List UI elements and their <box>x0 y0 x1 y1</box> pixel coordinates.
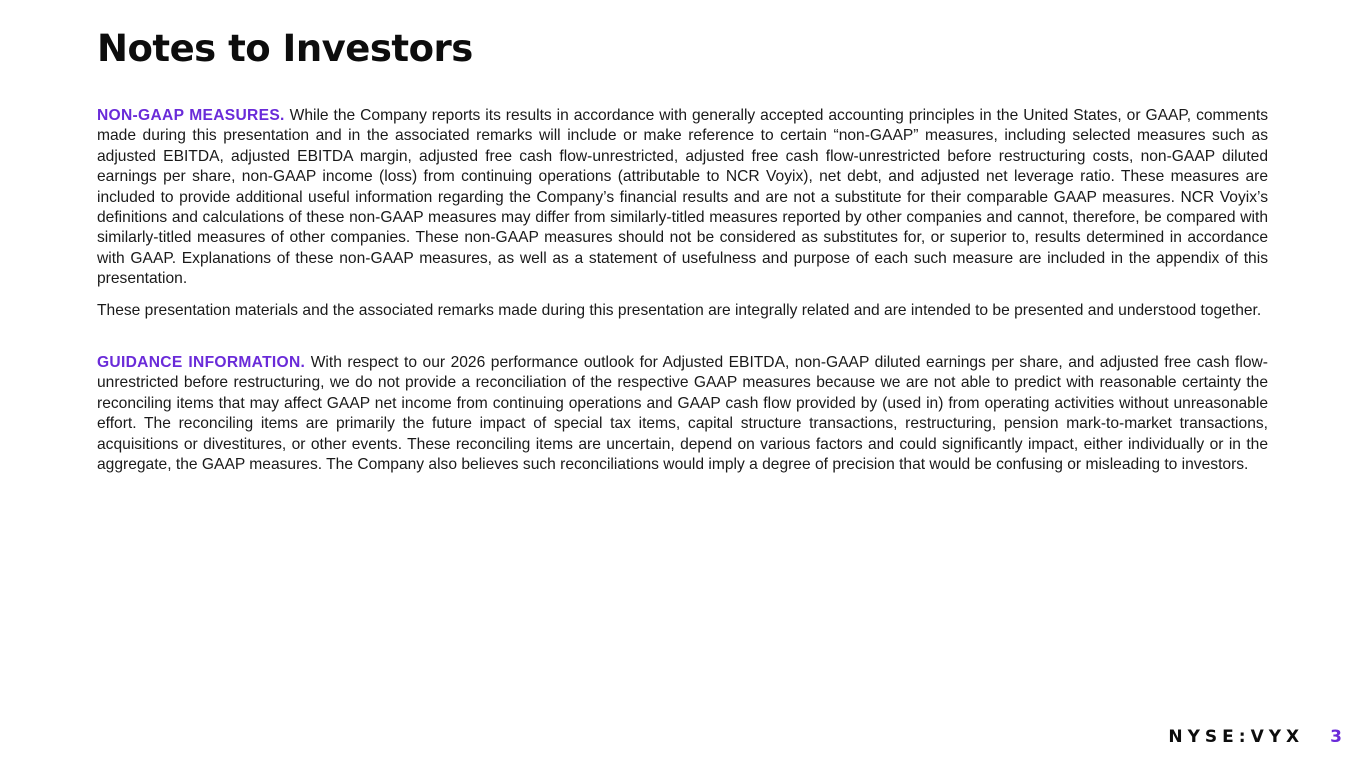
non-gaap-followup-paragraph: These presentation materials and the associated remarks made during this presentation are integrally related and are intended to be presented and understood together. <box>97 301 1262 319</box>
notes-content <box>97 106 1268 476</box>
non-gaap-heading: NON-GAAP MEASURES. <box>97 107 285 124</box>
non-gaap-paragraph <box>97 106 1268 290</box>
non-gaap-body: While the Company reports its results in accordance with generally accepted accounting principles in the United States, or GAAP, comments made during this presentation and in the associated remarks will include or make reference to certain “non-GAAP” measures, including selected measures such as adjusted EBITDA, adjusted EBITDA margin, adjusted free cash flow-unrestricted, adjusted free cash flow-unrestricted before restructuring costs, non-GAAP diluted earnings per share, non-GAAP income (loss) from continuing operations (attributable to NCR Voyix), net debt, and adjusted net leverage ratio. These measures are included to provide additional useful information regarding the Company’s financial results and are not a substitute for their comparable GAAP measures. NCR Voyix’s definitions and calculations of these non-GAAP measures may differ from similarly-titled measures reported by other companies and cannot, therefore, be compared with similarly-titled measures of other companies. These non-GAAP measures should not be considered as substitutes for, or superior to, results determined in accordance with GAAP. Explanations of these non-GAAP measures, as well as a statement of usefulness and purpose of each such measure are included in the appendix of this presentation. <box>97 107 1268 288</box>
guidance-paragraph <box>97 353 1268 475</box>
page-number: 3 <box>1330 727 1342 747</box>
page-title: Notes to Investors <box>97 27 473 70</box>
slide-footer <box>1168 727 1342 747</box>
ticker-symbol: NYSE:VYX <box>1168 727 1305 747</box>
guidance-body: With respect to our 2026 performance outlook for Adjusted EBITDA, non-GAAP diluted earnings per share, and adjusted free cash flow-unrestricted before restructuring, we do not provide a reconciliation of the respective GAAP measures because we are not able to predict with reasonable certainty the reconciling items that may affect GAAP net income from continuing operations and GAAP cash flow provided by (used in) from operating activities without unreasonable effort. The reconciling items are primarily the future impact of special tax items, capital structure transactions, restructuring, pension mark-to-market transactions, acquisitions or divestitures, or other events. These reconciling items are uncertain, depend on various factors and could significantly impact, either individually or in the aggregate, the GAAP measures. The Company also believes such reconciliations would imply a degree of precision that would be confusing or misleading to investors. <box>97 354 1268 474</box>
guidance-heading: GUIDANCE INFORMATION. <box>97 354 306 372</box>
